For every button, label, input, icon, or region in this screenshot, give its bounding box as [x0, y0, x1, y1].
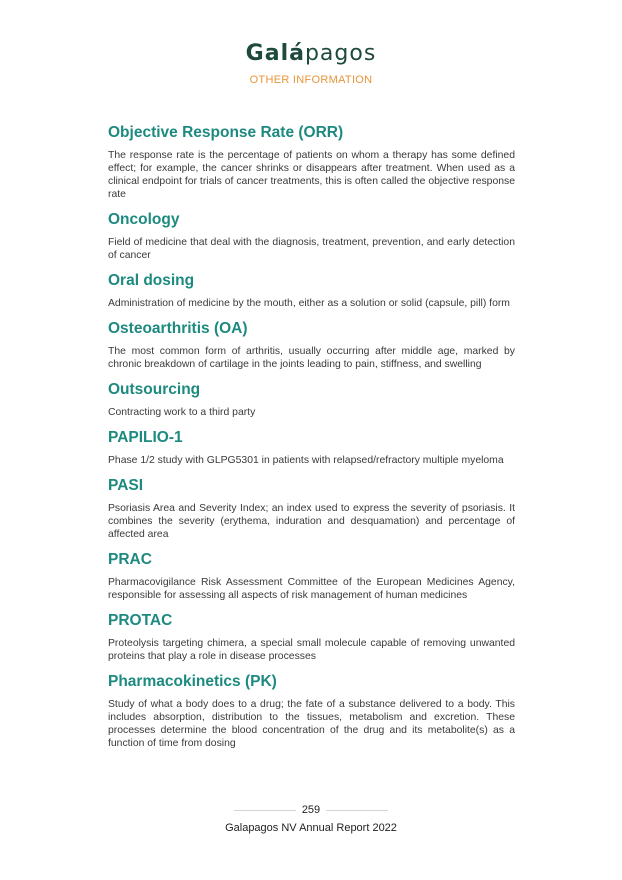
section-label: OTHER INFORMATION: [249, 74, 373, 86]
galapagos-logo: [0, 40, 622, 68]
glossary-definition: The response rate is the percentage of patients on whom a therapy has some defined effect; for example, the cancer shrinks or disappears after treatment. When used as a clinical endpoint for trials of cancer treatments, this is often called the objective response rate: [108, 150, 515, 200]
glossary-term: Objective Response Rate (ORR): [108, 124, 344, 141]
glossary-definition: Administration of medicine by the mouth, either as a solution or solid (capsule, pill) form: [108, 298, 510, 309]
glossary-entry: [108, 476, 515, 541]
glossary-term: PASI: [108, 477, 144, 494]
glossary-definition: Psoriasis Area and Severity Index; an index used to express the severity of psoriasis. It combines the severity (erythema, induration and desquamation) and percentage of affected area: [108, 503, 515, 540]
page-number: 259: [301, 804, 321, 816]
glossary-entry: [108, 271, 515, 310]
glossary-definition: Proteolysis targeting chimera, a special small molecule capable of removing unwanted proteins that play a role in disease processes: [108, 638, 515, 662]
glossary-definition: Field of medicine that deal with the diagnosis, treatment, prevention, and early detection of cancer: [108, 237, 515, 261]
logo-bold-part: Galá: [245, 41, 305, 66]
glossary-term: Oncology: [108, 211, 180, 228]
glossary-term: PROTAC: [108, 612, 173, 629]
logo-light-part: pagos: [304, 41, 377, 66]
report-title: Galapagos NV Annual Report 2022: [225, 822, 397, 834]
glossary-term: Pharmacokinetics (PK): [108, 673, 277, 690]
glossary-term: Oral dosing: [108, 272, 195, 289]
glossary-entry: [108, 550, 515, 602]
glossary-definition: Contracting work to a third party: [108, 407, 256, 418]
footer-rule-right: [326, 810, 388, 811]
glossary-entry: [108, 123, 515, 201]
page-number-line: [0, 804, 622, 816]
glossary-entry: [108, 672, 515, 750]
glossary-entry: [108, 210, 515, 262]
glossary-definition: Phase 1/2 study with GLPG5301 in patients with relapsed/refractory multiple myeloma: [108, 455, 504, 466]
footer-rule-left: [234, 810, 296, 811]
glossary-term: Osteoarthritis (OA): [108, 320, 248, 337]
glossary-entry: [108, 611, 515, 663]
glossary-list: [108, 123, 515, 759]
glossary-definition: The most common form of arthritis, usually occurring after middle age, marked by chronic breakdown of cartilage in the joints leading to pain, stiffness, and swelling: [108, 346, 515, 370]
glossary-term: PRAC: [108, 551, 152, 568]
glossary-entry: [108, 380, 515, 419]
page-footer: [0, 804, 622, 834]
glossary-entry: [108, 319, 515, 371]
page-header: [0, 40, 622, 86]
glossary-definition: Study of what a body does to a drug; the fate of a substance delivered to a body. This includes absorption, distribution to the tissues, metabolism and excretion. These processes determine the blood concentration of the drug and its metabolite(s) as a function of time from dosing: [108, 699, 515, 749]
glossary-term: Outsourcing: [108, 381, 201, 398]
glossary-definition: Pharmacovigilance Risk Assessment Committee of the European Medicines Agency, responsible for assessing all aspects of risk management of human medicines: [108, 577, 515, 601]
glossary-term: PAPILIO-1: [108, 429, 183, 446]
glossary-entry: [108, 428, 515, 467]
